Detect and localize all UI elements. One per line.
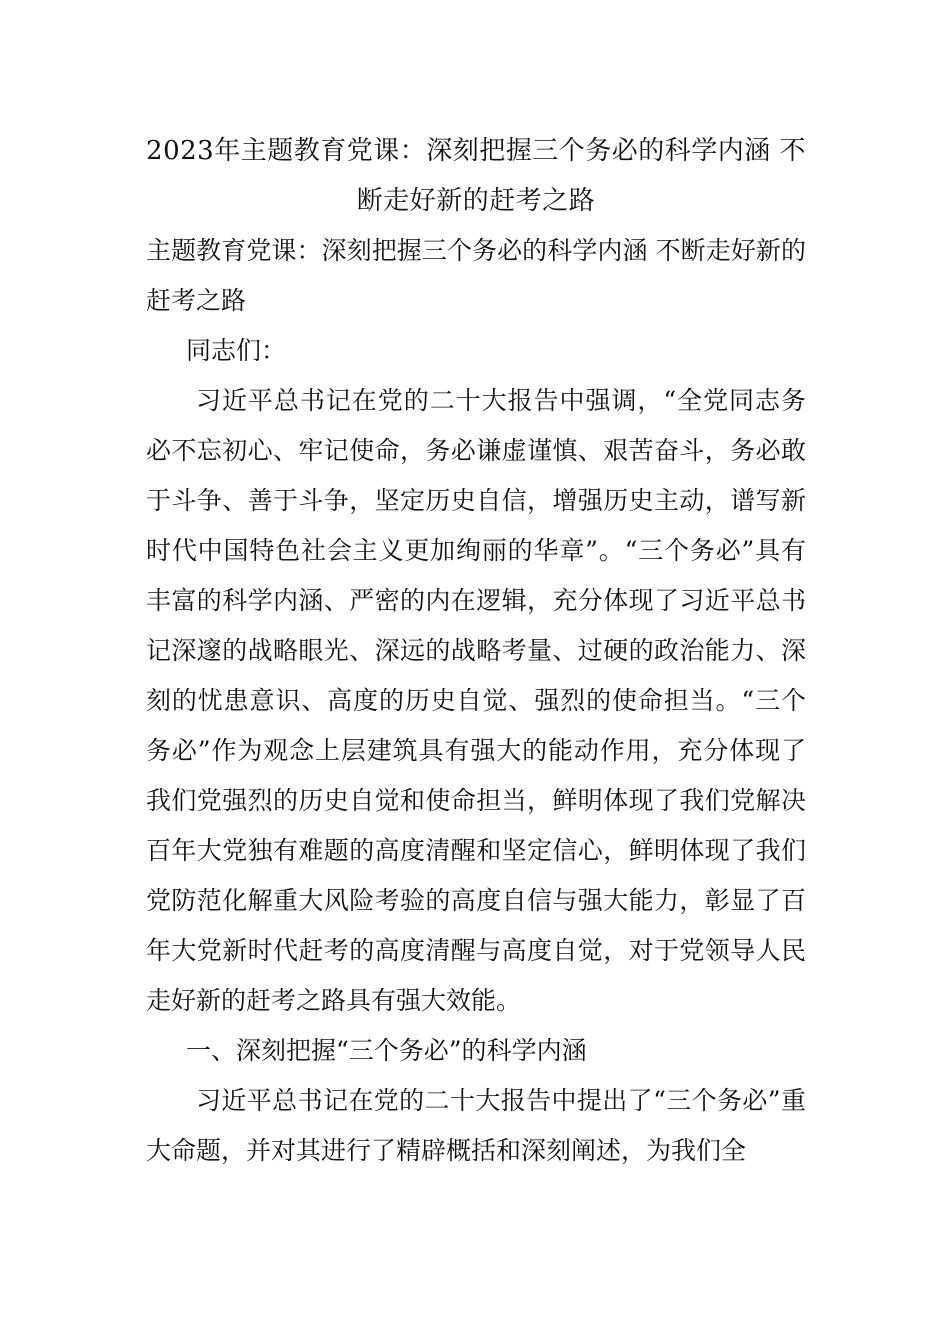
body-paragraph-1: 习近平总书记在党的二十大报告中强调，“全党同志务必不忘初心、牢记使命，务必谦虚谨慎、艰苦奋斗，务必敢于斗争、善于斗争，坚定历史自信，增强历史主动，谱写新时代中国特色社会主义更加绚丽的华章”。“三个务必”具有丰富的科学内涵、严密的内在逻辑，充分体现了习近平总书记深邃的战略眼光、深远的战略考量、过硬的政治能力、深刻的忧患意识、高度的历史自觉、强烈的使命担当。“三个务必”作为观念上层建筑具有强大的能动作用，充分体现了我们党强烈的历史自觉和使命担当，鲜明体现了我们党解决百年大党独有难题的高度清醒和坚定信心，鲜明体现了我们党防范化解重大风险考验的高度自信与强大能力，彰显了百年大党新时代赶考的高度清醒与高度自觉，对于党领导人民走好新的赶考之路具有强大效能。: [146, 386, 806, 1015]
section-heading-1: 一、深刻把握“三个务必”的科学内涵: [186, 1036, 587, 1065]
document-title-line-1: 2023年主题教育党课：深刻把握三个务必的科学内涵 不: [146, 136, 806, 166]
document-title: [146, 126, 806, 226]
document-title-line-2: 断走好新的赶考之路: [356, 186, 596, 216]
body-paragraph-2: 习近平总书记在党的二十大报告中提出了“三个务必”重大命题，并对其进行了精辟概括和深刻阐述，为我们全: [146, 1086, 806, 1165]
document-page: [146, 126, 806, 1176]
salutation: 同志们：: [186, 336, 287, 365]
document-subtitle: 主题教育党课：深刻把握三个务必的科学内涵 不断走好新的赶考之路: [146, 236, 806, 315]
